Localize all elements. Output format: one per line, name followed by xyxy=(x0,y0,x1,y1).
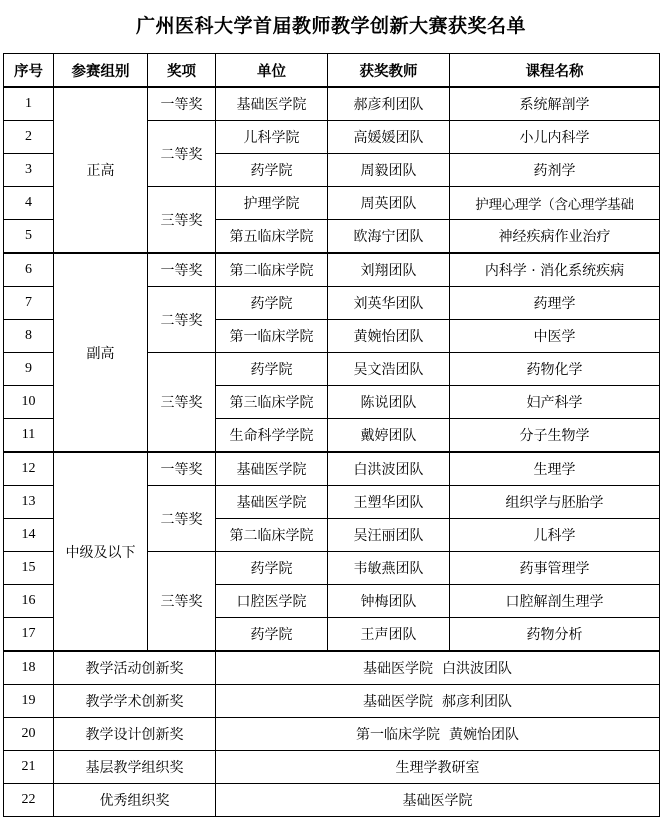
special-row xyxy=(4,651,660,685)
group-cell: 中级及以下 xyxy=(54,452,148,651)
row-no: 13 xyxy=(4,486,54,519)
row-no: 17 xyxy=(4,618,54,652)
row-no: 10 xyxy=(4,386,54,419)
group-cell: 正高 xyxy=(54,87,148,253)
teacher-cell: 周毅团队 xyxy=(328,154,450,187)
teacher-cell: 王声团队 xyxy=(328,618,450,652)
row-no: 6 xyxy=(4,253,54,287)
unit-cell: 儿科学院 xyxy=(216,121,328,154)
course-cell: 组织学与胚胎学 xyxy=(450,486,660,519)
table-row xyxy=(4,87,660,121)
special-award-cell: 教学活动创新奖 xyxy=(54,651,216,685)
award-cell: 三等奖 xyxy=(148,187,216,254)
special-row xyxy=(4,685,660,718)
course-cell: 妇产科学 xyxy=(450,386,660,419)
special-row xyxy=(4,751,660,784)
course-cell: 儿科学 xyxy=(450,519,660,552)
teacher-cell: 周英团队 xyxy=(328,187,450,220)
unit-cell: 药学院 xyxy=(216,353,328,386)
row-no: 5 xyxy=(4,220,54,254)
row-no: 18 xyxy=(4,651,54,685)
special-winner-cell: 基础医学院 xyxy=(216,784,660,817)
header-award: 奖项 xyxy=(148,54,216,88)
row-no: 3 xyxy=(4,154,54,187)
special-award-cell: 优秀组织奖 xyxy=(54,784,216,817)
teacher-cell: 王塑华团队 xyxy=(328,486,450,519)
course-cell: 药事管理学 xyxy=(450,552,660,585)
award-cell: 一等奖 xyxy=(148,87,216,121)
course-cell: 小儿内科学 xyxy=(450,121,660,154)
row-no: 1 xyxy=(4,87,54,121)
course-cell: 药物化学 xyxy=(450,353,660,386)
award-cell: 三等奖 xyxy=(148,353,216,453)
teacher-cell: 高媛媛团队 xyxy=(328,121,450,154)
row-no: 22 xyxy=(4,784,54,817)
course-cell: 护理心理学（含心理学基础 xyxy=(450,187,660,220)
unit-cell: 药学院 xyxy=(216,618,328,652)
award-cell: 二等奖 xyxy=(148,121,216,187)
header-no: 序号 xyxy=(4,54,54,88)
special-winner-cell: 基础医学院 郝彦利团队 xyxy=(216,685,660,718)
row-no: 21 xyxy=(4,751,54,784)
unit-cell: 口腔医学院 xyxy=(216,585,328,618)
special-winner-cell: 基础医学院 白洪波团队 xyxy=(216,651,660,685)
row-no: 7 xyxy=(4,287,54,320)
header-teacher: 获奖教师 xyxy=(328,54,450,88)
teacher-cell: 戴婷团队 xyxy=(328,419,450,453)
unit-cell: 基础医学院 xyxy=(216,486,328,519)
award-cell: 三等奖 xyxy=(148,552,216,652)
row-no: 4 xyxy=(4,187,54,220)
course-cell: 分子生物学 xyxy=(450,419,660,453)
teacher-cell: 陈说团队 xyxy=(328,386,450,419)
teacher-cell: 白洪波团队 xyxy=(328,452,450,486)
row-no: 20 xyxy=(4,718,54,751)
teacher-cell: 吴汪丽团队 xyxy=(328,519,450,552)
unit-cell: 基础医学院 xyxy=(216,452,328,486)
special-winner-cell: 第一临床学院 黄婉怡团队 xyxy=(216,718,660,751)
special-winner-cell: 生理学教研室 xyxy=(216,751,660,784)
teacher-cell: 韦敏燕团队 xyxy=(328,552,450,585)
award-cell: 一等奖 xyxy=(148,253,216,287)
course-cell: 中医学 xyxy=(450,320,660,353)
page-title: 广州医科大学首届教师教学创新大赛获奖名单 xyxy=(135,15,526,37)
header-unit: 单位 xyxy=(216,54,328,88)
unit-cell: 第二临床学院 xyxy=(216,519,328,552)
unit-cell: 药学院 xyxy=(216,154,328,187)
unit-cell: 第三临床学院 xyxy=(216,386,328,419)
header-course: 课程名称 xyxy=(450,54,660,88)
teacher-cell: 刘翔团队 xyxy=(328,253,450,287)
special-award-cell: 教学设计创新奖 xyxy=(54,718,216,751)
course-cell: 生理学 xyxy=(450,452,660,486)
row-no: 2 xyxy=(4,121,54,154)
table-row xyxy=(4,452,660,486)
award-cell: 二等奖 xyxy=(148,486,216,552)
group-cell: 副高 xyxy=(54,253,148,452)
unit-cell: 第二临床学院 xyxy=(216,253,328,287)
unit-cell: 药学院 xyxy=(216,287,328,320)
teacher-cell: 黄婉怡团队 xyxy=(328,320,450,353)
row-no: 8 xyxy=(4,320,54,353)
teacher-cell: 刘英华团队 xyxy=(328,287,450,320)
row-no: 12 xyxy=(4,452,54,486)
special-row xyxy=(4,784,660,817)
header-row xyxy=(4,54,660,88)
course-cell: 口腔解剖生理学 xyxy=(450,585,660,618)
unit-cell: 生命科学学院 xyxy=(216,419,328,453)
course-cell: 药理学 xyxy=(450,287,660,320)
special-row xyxy=(4,718,660,751)
row-no: 14 xyxy=(4,519,54,552)
row-no: 19 xyxy=(4,685,54,718)
award-cell: 二等奖 xyxy=(148,287,216,353)
unit-cell: 基础医学院 xyxy=(216,87,328,121)
course-cell: 药物分析 xyxy=(450,618,660,652)
unit-cell: 第五临床学院 xyxy=(216,220,328,254)
special-award-cell: 基层教学组织奖 xyxy=(54,751,216,784)
course-cell: 药剂学 xyxy=(450,154,660,187)
row-no: 11 xyxy=(4,419,54,453)
award-cell: 一等奖 xyxy=(148,452,216,486)
teacher-cell: 吴文浩团队 xyxy=(328,353,450,386)
unit-cell: 第一临床学院 xyxy=(216,320,328,353)
header-group: 参赛组别 xyxy=(54,54,148,88)
unit-cell: 药学院 xyxy=(216,552,328,585)
row-no: 9 xyxy=(4,353,54,386)
teacher-cell: 钟梅团队 xyxy=(328,585,450,618)
course-cell: 内科学 · 消化系统疾病 xyxy=(450,253,660,287)
teacher-cell: 欧海宁团队 xyxy=(328,220,450,254)
teacher-cell: 郝彦利团队 xyxy=(328,87,450,121)
special-award-cell: 教学学术创新奖 xyxy=(54,685,216,718)
unit-cell: 护理学院 xyxy=(216,187,328,220)
course-cell: 系统解剖学 xyxy=(450,87,660,121)
row-no: 16 xyxy=(4,585,54,618)
course-cell: 神经疾病作业治疗 xyxy=(450,220,660,254)
row-no: 15 xyxy=(4,552,54,585)
table-row xyxy=(4,253,660,287)
award-table xyxy=(3,53,660,817)
